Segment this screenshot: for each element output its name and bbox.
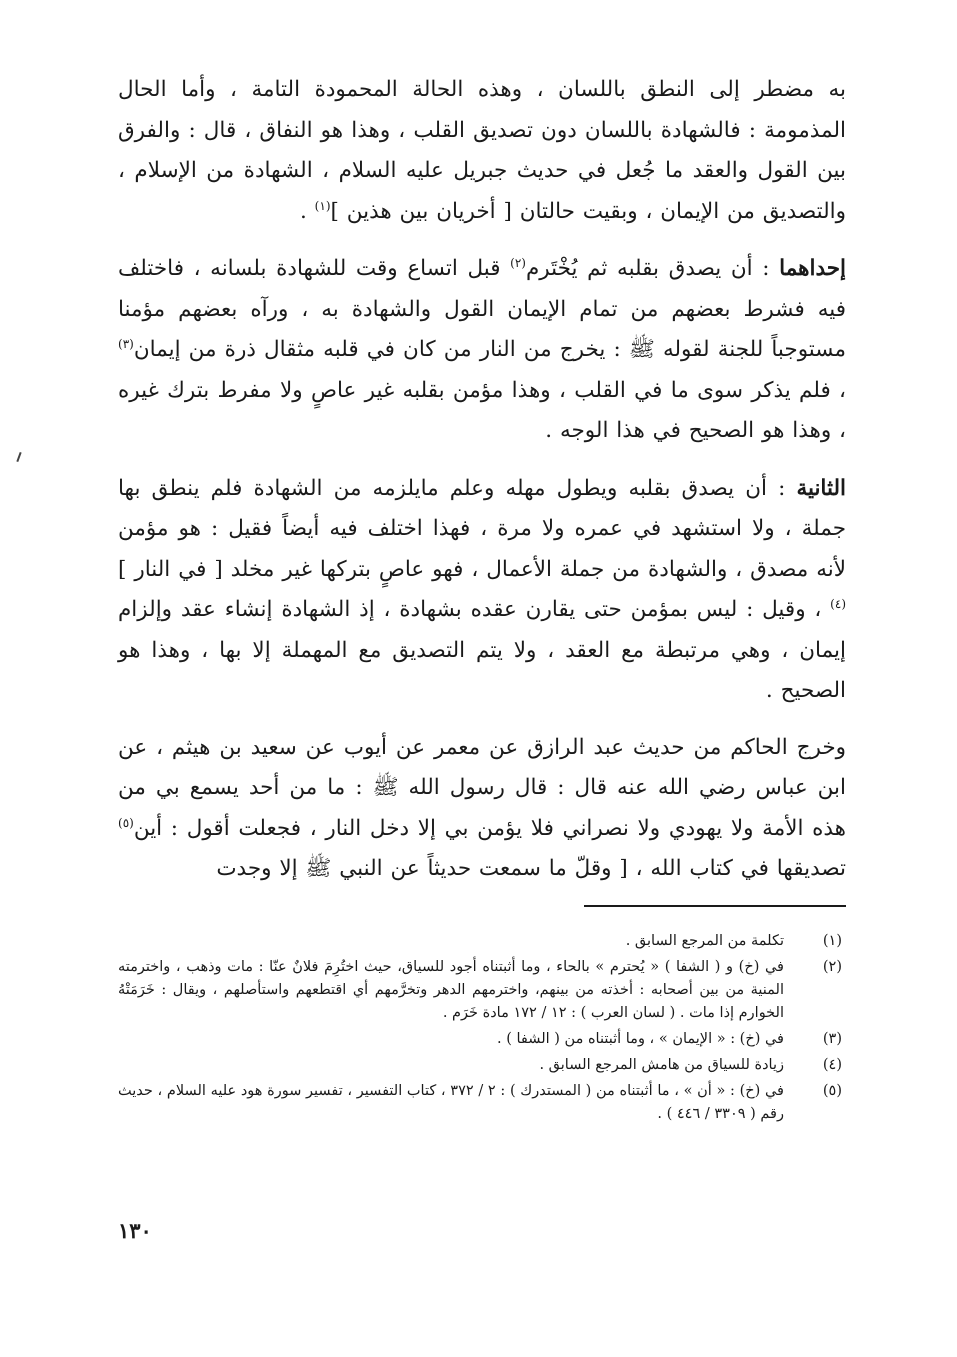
footnote-ref-5: (٥) bbox=[118, 815, 134, 830]
footnote-number: (٣) bbox=[822, 1031, 842, 1047]
footnote-ref-3: (٣) bbox=[118, 336, 134, 351]
footnote-ref-2: (٢) bbox=[510, 255, 526, 270]
paragraph-2-lead: إحداهما bbox=[779, 256, 846, 281]
page-number: ١٣٠ bbox=[118, 1218, 152, 1243]
paragraph-2-text-a: : أن يصدق بقلبه ثم يُخْتَرم bbox=[525, 256, 780, 281]
footnote-number: (٤) bbox=[822, 1057, 842, 1073]
footnote-number: (١) bbox=[822, 933, 842, 949]
footnote-text: تكلمة من المرجع السابق . bbox=[625, 933, 784, 949]
paragraph-4 bbox=[118, 728, 846, 890]
footnote-1 bbox=[118, 930, 846, 953]
footnote-3 bbox=[118, 1028, 846, 1051]
paragraph-3-lead: الثانية bbox=[796, 475, 846, 501]
footnote-ref-1: (١) bbox=[314, 198, 331, 213]
scan-speck bbox=[16, 452, 21, 462]
paragraph-3 bbox=[118, 469, 846, 712]
footnote-separator bbox=[584, 905, 846, 907]
paragraph-2-text-b: قبل اتساع وقت للشهادة بلسانه ، فاختلف فيه فشرط بعضهم من تمام الإيمان القول والشهادة به ، ورآه بعضهم مؤمنا مستوجباً للجنة لقوله ﷺ : يخرج من النار من كان في قلبه مثقال ذرة من إيمان bbox=[118, 256, 846, 362]
footnote-text: في (خ) و ( الشفا ) « يُحترم » بالحاء ، وما أثبتناه أجود للسياق، حيث اختُرِمَ فلانٌ عنّا : مات وذهب ، واخترمته المنية من بين أصحابه : أخذته من بينهم، واخترمهم الدهر وتخرَّمهم أي اقتطعهم واستأصلهم ، ويقال : خَرَمَتْهُ الخوارم إذا مات . ( لسان العرب ) : ١٢ / ١٧٢ مادة خَرَم . bbox=[118, 959, 784, 1021]
footnote-text: زيادة للسياق من هامش المرجع السابق . bbox=[539, 1057, 784, 1073]
paragraph-1-tail: . bbox=[300, 198, 315, 224]
book-page bbox=[118, 70, 846, 1300]
footnote-text: في (خ) : « الإيمان » ، وما أثبتناه من ( الشفا ) . bbox=[497, 1031, 784, 1047]
footnote-number: (٢) bbox=[822, 959, 842, 975]
footnote-number: (٥) bbox=[822, 1083, 842, 1099]
footnote-ref-4: (٤) bbox=[830, 596, 846, 611]
paragraph-4-text-a: وخرج الحاكم من حديث عبد الرازق عن معمر عن أيوب عن سعيد بن هيثم ، عن ابن عباس رضي الله عنه قال : قال رسول الله ﷺ : ما من أحد يسمع بي من هذه الأمة ولا يهودي ولا نصراني فلا يؤمن بي إلا دخل النار ، فجعلت أقول : أين bbox=[118, 734, 846, 841]
paragraph-3-text-a: : أن يصدق بقلبه ويطول مهله وعلم مايلزمه من الشهادة فلم ينطق بها جملة ، ولا استشهد في عمره ولا مرة ، فهذا اختلف فيه أيضاً فقيل : هو مؤمن لأنه مصدق ، والشهادة من جملة الأعمال ، فهو عاصٍ بتركها غير مخلد [ في النار ] bbox=[118, 475, 846, 582]
footnotes-list bbox=[118, 930, 846, 1129]
footnote-text: في (خ) : « أن » ، ما أثبتناه من ( المستدرك ) : ٢ / ٣٧٢ ، كتاب التفسير ، تفسير سورة هود عليه السلام ، حديث رقم ( ٣٣٠٩ / ٤٤٦ ) . bbox=[118, 1083, 784, 1122]
paragraph-2 bbox=[118, 249, 846, 452]
footnote-5 bbox=[118, 1080, 846, 1126]
paragraph-1-text: به مضطر إلى النطق باللسان ، وهذه الحالة المحمودة التامة ، وأما الحال المذمومة : فالشهادة باللسان دون تصديق القلب ، وهذا هو النفاق ، قال : والفرق بين القول والعقد ما جُعل في حديث جبريل عليه السلام ، الشهادة من الإسلام ، والتصديق من الإيمان ، وبقيت حالتان [ أخريان بين هذين ] bbox=[118, 77, 846, 224]
footnote-4 bbox=[118, 1054, 846, 1077]
paragraph-1 bbox=[118, 70, 846, 232]
paragraph-4-text-b: تصديقها في كتاب الله ، [ وقلّ ما سمعت حديثاً عن النبي ﷺ إلا وجدت bbox=[216, 856, 846, 881]
paragraph-2-text-c: ، فلم يذكر سوى ما في القلب ، وهذا مؤمن بقلبه غير عاصٍ ولا مفرط بترك غيره ، وهذا هو الصحيح في هذا الوجه . bbox=[118, 377, 846, 443]
footnote-2 bbox=[118, 956, 846, 1025]
paragraph-3-text-b: ، وقيل : ليس بمؤمن حتى يقارن عقده بشهادة ، إذ الشهادة إنشاء عقد وإلزام إيمان ، وهي مرتبطة مع العقد ، ولا يتم التصديق مع المهملة إلا بها ، وهذا هو الصحيح . bbox=[118, 597, 846, 703]
